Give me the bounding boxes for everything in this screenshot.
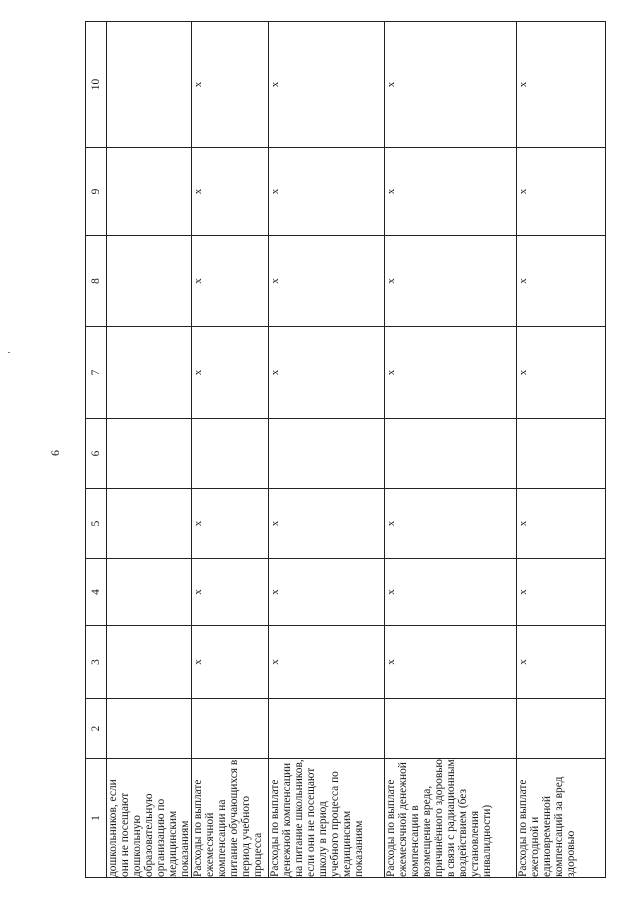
table-cell: x <box>269 236 385 327</box>
table-cell <box>107 22 192 148</box>
table-cell: x <box>192 148 269 236</box>
table-cell <box>385 699 517 759</box>
table-region <box>85 22 595 878</box>
table-cell <box>385 419 517 489</box>
table-row <box>107 22 192 878</box>
table-cell: x <box>192 236 269 327</box>
column-number: 4 <box>86 559 107 626</box>
column-number: 1 <box>86 759 107 878</box>
table-cell: x <box>385 626 517 699</box>
table-cell: x <box>192 22 269 148</box>
table-cell: x <box>517 327 606 419</box>
row-name: Расходы по выплате ежегодной и единовременной компенсаций за вред здоровью <box>517 759 606 878</box>
compensation-table <box>85 21 606 878</box>
table-cell: x <box>269 327 385 419</box>
table-cell: x <box>385 489 517 559</box>
column-number-row <box>86 22 107 878</box>
table-cell <box>517 699 606 759</box>
column-number: 10 <box>86 22 107 148</box>
table-cell <box>107 626 192 699</box>
page-number: 6 <box>48 450 62 456</box>
table-cell <box>107 419 192 489</box>
table-cell: x <box>269 626 385 699</box>
table-cell <box>192 699 269 759</box>
table-cell <box>107 148 192 236</box>
table-cell: x <box>269 559 385 626</box>
column-number: 7 <box>86 327 107 419</box>
row-name: Расходы по выплате денежной компенсации на питание школьников, если они не посещают школу в период учебного процесса по медицинским показаниям <box>269 759 385 878</box>
table-cell: x <box>385 559 517 626</box>
table-cell: x <box>192 559 269 626</box>
table-row <box>269 22 385 878</box>
table-cell: x <box>192 489 269 559</box>
row-name: Расходы по выплате ежемесячной денежной компенсации в возмещение вреда, причинённого здоровью в связи с радиационным воздействием (без установления инвалидности) <box>385 759 517 878</box>
table-row <box>192 22 269 878</box>
table-cell: x <box>269 148 385 236</box>
table-cell: x <box>385 148 517 236</box>
column-number: 8 <box>86 236 107 327</box>
scan-speck <box>8 352 10 353</box>
table-cell: x <box>385 327 517 419</box>
column-number: 9 <box>86 148 107 236</box>
table-cell: x <box>517 626 606 699</box>
table-cell <box>107 327 192 419</box>
table-row <box>385 22 517 878</box>
column-number: 2 <box>86 699 107 759</box>
table-cell: x <box>517 559 606 626</box>
table-cell: x <box>517 148 606 236</box>
table-cell <box>192 419 269 489</box>
row-name: Расходы по выплате ежемесячной компенсации на питание обучающихся в период учебного процесса <box>192 759 269 878</box>
table-cell <box>107 489 192 559</box>
table-cell: x <box>517 236 606 327</box>
table-cell <box>269 419 385 489</box>
table-cell: x <box>385 236 517 327</box>
column-number: 3 <box>86 626 107 699</box>
table-cell: x <box>192 327 269 419</box>
table-cell <box>269 699 385 759</box>
table-cell <box>107 236 192 327</box>
table-cell <box>107 559 192 626</box>
row-name: дошкольников, если они не посещают дошкольную образовательную организацию по медицинским показаниям <box>107 759 192 878</box>
table-cell: x <box>269 489 385 559</box>
table-cell: x <box>517 489 606 559</box>
table-row <box>517 22 606 878</box>
table-cell <box>517 419 606 489</box>
table-cell: x <box>385 22 517 148</box>
table-cell <box>107 699 192 759</box>
rotated-table-container <box>85 22 595 878</box>
column-number: 5 <box>86 489 107 559</box>
table-cell: x <box>192 626 269 699</box>
table-cell: x <box>269 22 385 148</box>
column-number: 6 <box>86 419 107 489</box>
table-cell: x <box>517 22 606 148</box>
